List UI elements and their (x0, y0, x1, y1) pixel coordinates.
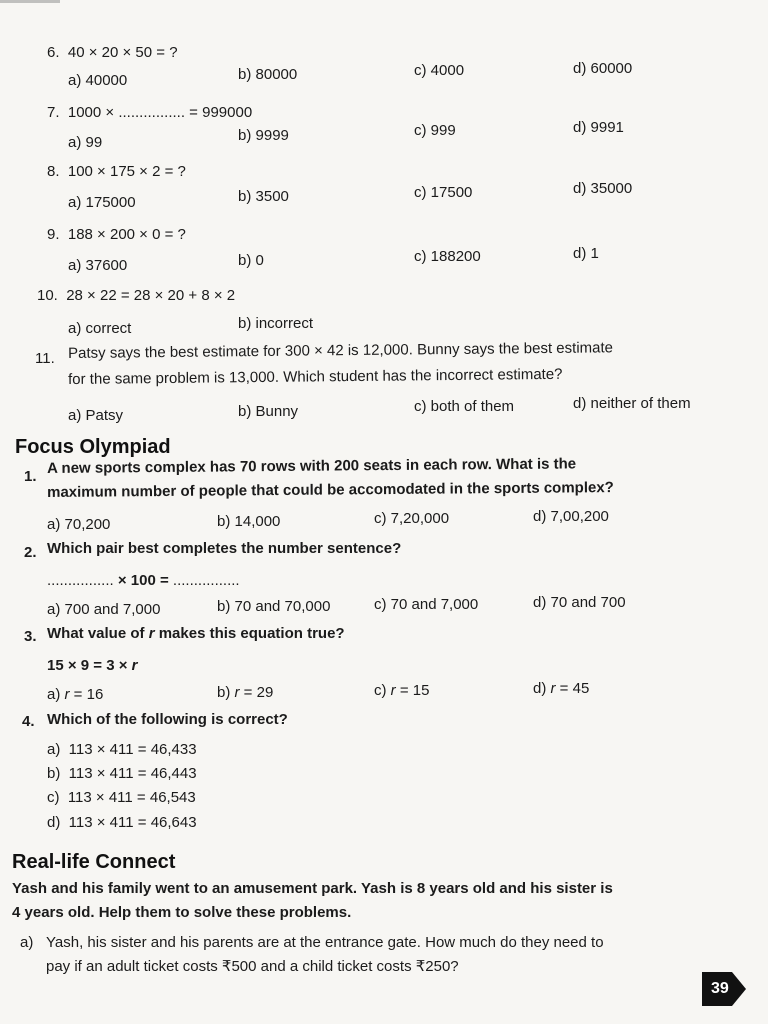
question-number: 9. (47, 226, 60, 243)
top-edge-mark (0, 0, 60, 3)
question-11-number: 11. (35, 350, 55, 367)
option-a: a) 37600 (68, 257, 128, 274)
olympiad-q1-line1: A new sports complex has 70 rows with 200 seats in each row. What is the (47, 455, 577, 477)
option-a: a) 40000 (68, 72, 128, 89)
real-life-intro-line2: 4 years old. Help them to solve these problems. (12, 904, 352, 921)
olympiad-q2-number: 2. (24, 544, 37, 561)
question-text: 188 × 200 × 0 = ? (67, 226, 186, 243)
question-text: 100 × 175 × 2 = ? (67, 163, 186, 180)
question-number: 7. (47, 104, 60, 121)
option-b: b) 113 × 411 = 46,443 (47, 765, 197, 782)
question-text-end: = 999000 (185, 104, 253, 121)
question-10 (37, 287, 235, 304)
option-a: a) 99 (68, 134, 103, 151)
question-text-start: 1000 × (67, 104, 119, 121)
variable: r (131, 657, 138, 674)
option-c: c) 999 (414, 122, 456, 139)
option-d: d) 113 × 411 = 46,643 (47, 814, 197, 831)
option-b: b) 3500 (238, 188, 289, 205)
option-c: c) r = 15 (374, 682, 430, 699)
question-number: 6. (47, 44, 60, 61)
option-c: c) 4000 (414, 62, 465, 79)
sentence-middle: × 100 = (113, 572, 173, 589)
option-a: a) 175000 (68, 194, 136, 211)
answer-blank: ................ (47, 572, 114, 589)
option-d: d) 35000 (573, 180, 633, 197)
olympiad-q1-line2: maximum number of people that could be accomodated in the sports complex? (47, 479, 614, 501)
question-7 (47, 104, 252, 121)
option-d: d) 70 and 700 (533, 594, 626, 611)
option-c: c) 188200 (414, 248, 481, 265)
option-c: c) both of them (414, 398, 515, 415)
variable: r (148, 625, 155, 642)
option-d: d) 60000 (573, 60, 633, 77)
answer-blank: ................ (172, 572, 240, 589)
option-b: b) 14,000 (217, 513, 281, 530)
option-a: a) 70,200 (47, 516, 111, 533)
question-text-end: makes this equation true? (154, 625, 345, 642)
option-a: a) correct (68, 320, 132, 337)
real-life-q-a-line2: pay if an adult ticket costs ₹500 and a child ticket costs ₹250? (46, 958, 459, 975)
option-b: b) r = 29 (217, 684, 274, 701)
question-11-line2: for the same problem is 13,000. Which student has the incorrect estimate? (68, 365, 563, 388)
olympiad-q3-text (47, 625, 345, 642)
question-8 (47, 163, 186, 180)
option-b: b) 0 (238, 252, 264, 269)
option-a: a) r = 16 (47, 686, 104, 703)
question-text: 28 × 22 = 28 × 20 + 8 × 2 (66, 287, 236, 304)
page-number: 39 (711, 980, 729, 997)
option-b: b) 9999 (238, 127, 289, 144)
option-c: c) 70 and 7,000 (374, 596, 479, 613)
question-6 (47, 44, 178, 61)
option-d: d) 1 (573, 245, 599, 262)
question-number: 8. (47, 163, 60, 180)
option-b: b) 80000 (238, 66, 298, 83)
option-d: d) 9991 (573, 119, 624, 136)
question-number: 10. (37, 287, 58, 304)
olympiad-q2-text: Which pair best completes the number sentence? (47, 540, 402, 557)
olympiad-q4-text: Which of the following is correct? (47, 711, 288, 728)
real-life-q-a-line1: Yash, his sister and his parents are at the entrance gate. How much do they need to (46, 934, 604, 951)
olympiad-q1-number: 1. (24, 468, 37, 485)
olympiad-q3-number: 3. (24, 628, 37, 645)
equation-text: 15 × 9 = 3 × (47, 657, 132, 674)
option-d: d) r = 45 (533, 680, 590, 697)
option-c: c) 17500 (414, 184, 473, 201)
option-c: c) 113 × 411 = 46,543 (47, 789, 196, 806)
option-a: a) Patsy (68, 407, 124, 424)
option-c: c) 7,20,000 (374, 510, 450, 527)
option-a: a) 113 × 411 = 46,433 (47, 741, 197, 758)
olympiad-q3-equation (47, 657, 138, 674)
section-title-focus-olympiad: Focus Olympiad (15, 436, 171, 458)
real-life-q-a-label: a) (20, 934, 34, 951)
section-title-real-life-connect: Real-life Connect (12, 851, 176, 873)
option-a: a) 700 and 7,000 (47, 601, 161, 618)
question-9 (47, 226, 186, 243)
olympiad-q4-number: 4. (22, 713, 35, 730)
option-b: b) 70 and 70,000 (217, 598, 331, 615)
option-b: b) Bunny (238, 403, 299, 420)
question-text-start: What value of (47, 625, 149, 642)
option-d: d) 7,00,200 (533, 508, 609, 525)
real-life-intro-line1: Yash and his family went to an amusement park. Yash is 8 years old and his sister is (12, 880, 613, 897)
answer-blank: ................ (118, 104, 186, 121)
question-11-line1: Patsy says the best estimate for 300 × 42 is 12,000. Bunny says the best estimate (68, 339, 614, 362)
option-d: d) neither of them (573, 395, 691, 412)
option-b: b) incorrect (238, 315, 314, 332)
olympiad-q2-sentence (47, 572, 240, 589)
question-text: 40 × 20 × 50 = ? (67, 44, 178, 61)
